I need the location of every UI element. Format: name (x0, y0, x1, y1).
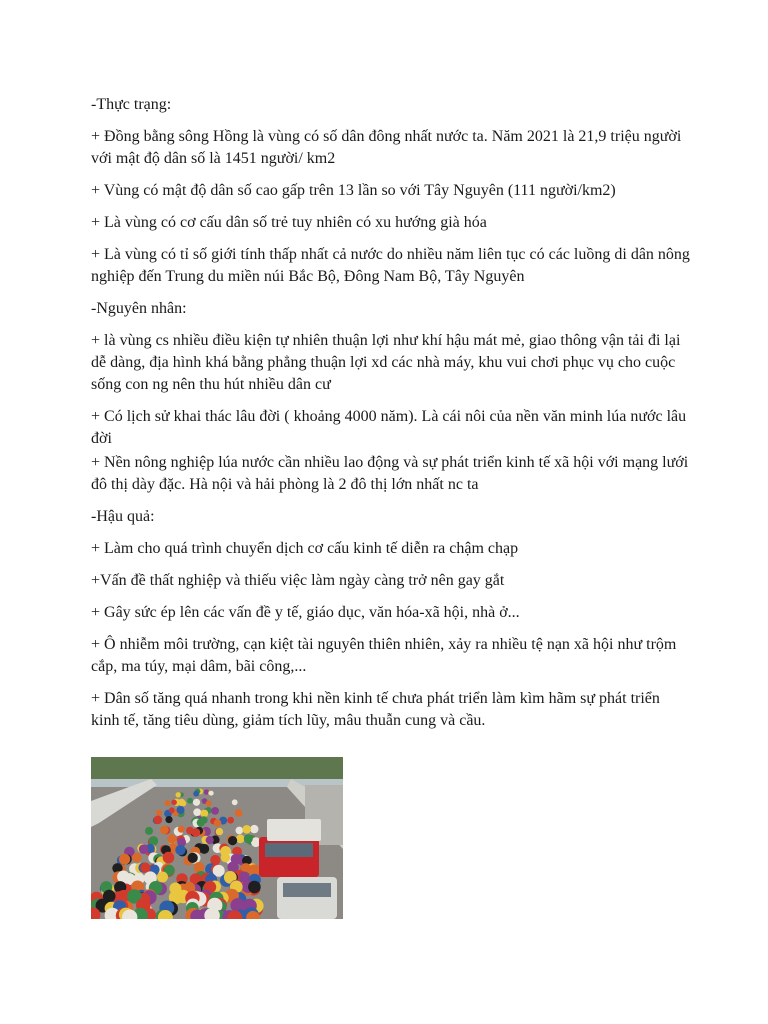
paragraph-unemployment: +Vấn đề thất nghiệp và thiếu việc làm ngày càng trở nên gay gắt (91, 572, 505, 589)
section-heading-status: -Thực trạng: (91, 96, 172, 113)
helmet-dot (209, 791, 214, 796)
helmet-dot (154, 816, 163, 825)
helmet-dot (200, 810, 208, 818)
helmet-dot (194, 862, 205, 873)
helmet-dot (206, 801, 212, 807)
helmet-dot (187, 798, 193, 804)
helmet-dot (236, 834, 245, 843)
paragraph-natural-conditions: + là vùng cs nhiều điều kiện tự nhiên thuận lợi như khí hậu mát mẻ, giao thông vận tải đi lại dễ dàng, địa hình khá bằng phẳng thuận lợi xd các nhà máy, khu vui chơi phục vụ cho cuộc sống con ng nên thu hút nhiều dân cư (91, 332, 681, 393)
helmet-dot (206, 836, 214, 844)
photo-truck-window (265, 843, 313, 857)
helmet-dot (145, 827, 153, 835)
helmet-dot (163, 852, 175, 864)
helmet-dot (211, 807, 219, 815)
helmet-dot (232, 799, 238, 805)
helmet-dot (165, 816, 172, 823)
paragraph-pollution: + Ô nhiễm môi trường, cạn kiệt tài nguyên thiên nhiên, xảy ra nhiều tệ nạn xã hội như trộm cắp, ma túy, mại dâm, bãi công,... (91, 636, 677, 675)
helmet-dot (193, 791, 199, 797)
helmet-dot (156, 810, 162, 816)
helmet-dot (167, 834, 176, 843)
paragraph-age-structure: + Là vùng có cơ cấu dân số trẻ tuy nhiên có xu hướng già hóa (91, 214, 487, 231)
helmet-dot (221, 853, 230, 862)
photo-light-truck (267, 819, 321, 841)
helmet-dot (188, 853, 198, 863)
helmet-dot (227, 817, 234, 824)
helmet-dot (177, 806, 185, 814)
photo-trees (91, 757, 343, 779)
helmet-dot (181, 801, 187, 807)
paragraph-growth: + Dân số tăng quá nhanh trong khi nền kinh tế chưa phát triển làm kìm hãm sự phát triển kinh tế, tăng tiêu dùng, giảm tích lũy, mâu thuẫn cung và cầu. (91, 690, 660, 729)
photo-car-window (283, 883, 331, 897)
helmet-dot (242, 825, 251, 834)
section-heading-consequences: -Hậu quả: (91, 508, 155, 525)
helmet-dot (119, 854, 130, 865)
helmet-dot (216, 828, 224, 836)
helmet-dot (175, 845, 185, 855)
helmet-dot (157, 872, 168, 883)
helmet-dot (140, 863, 150, 873)
helmet-dot (171, 800, 177, 806)
paragraph-pressure: + Gây sức ép lên các vấn đề y tế, giáo dục, văn hóa-xã hội, nhà ở... (91, 604, 520, 621)
helmet-dot (132, 853, 142, 863)
traffic-crowd-photo (91, 757, 343, 919)
helmet-dot (235, 809, 243, 817)
paragraph-sex-ratio: + Là vùng có tỉ số giới tính thấp nhất cả nước do nhiều năm liên tục có các luồng di dân nông nghiệp đến Trung du miền núi Bắc Bộ, Đông Nam Bộ, Tây Nguyên (91, 246, 690, 285)
helmet-dot (248, 881, 261, 894)
helmet-dot (176, 792, 181, 797)
helmet-dot (186, 827, 194, 835)
helmet-dot (197, 819, 205, 827)
helmet-dot (193, 799, 200, 806)
helmet-dot (214, 819, 222, 827)
paragraph-agriculture: + Nền nông nghiệp lúa nước cần nhiều lao động và sự phát triển kinh tế xã hội với mạng lưới đô thị dày đặc. Hà nội và hải phòng là 2 đô thị lớn nhất nc ta (91, 454, 689, 493)
helmet-dot (165, 800, 171, 806)
helmet-dot (244, 834, 253, 843)
paragraph-population: + Đồng bằng sông Hồng là vùng có số dân đông nhất nước ta. Năm 2021 là 21,9 triệu người với mật độ dân số là 1451 người/ km2 (91, 128, 682, 167)
helmet-dot (178, 826, 185, 833)
helmet-dot (160, 826, 169, 835)
paragraph-slow-restructuring: + Làm cho quá trình chuyển dịch cơ cấu kinh tế diễn ra chậm chạp (91, 540, 519, 557)
helmet-dot (139, 844, 149, 854)
helmet-dot (193, 808, 201, 816)
helmet-dot (236, 827, 244, 835)
helmet-dot (250, 825, 258, 833)
document-body (91, 94, 691, 732)
paragraph-density-compare: + Vùng có mật độ dân số cao gấp trên 13 lần so với Tây Nguyên (111 người/km2) (91, 182, 616, 199)
helmet-dot (169, 807, 175, 813)
helmet-dot (228, 836, 237, 845)
section-heading-causes: -Nguyên nhân: (91, 300, 187, 317)
paragraph-history: + Có lịch sử khai thác lâu đời ( khoảng 4000 năm). Là cái nôi của nền văn minh lúa nước lâu đời (91, 408, 687, 447)
